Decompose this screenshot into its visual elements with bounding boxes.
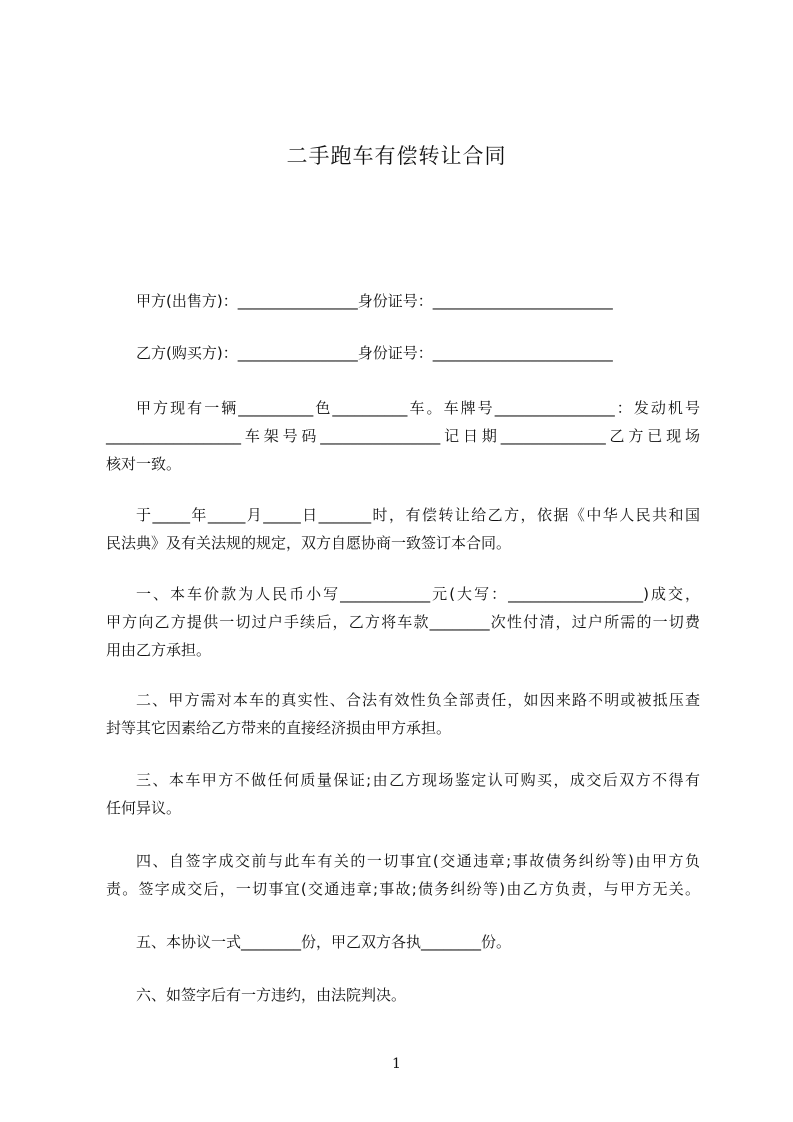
clause-6-line: 六、如签字后有一方违约，由法院判决。 xyxy=(136,986,407,1004)
clause-4-line-1: 四、自签字成交前与此车有关的一切事宜(交通违章;事故债务纠纷等)由甲方负 xyxy=(136,852,700,870)
clause-1-line-3: 用由乙方承担。 xyxy=(106,641,212,659)
clause-5-line: 五、本协议一式________份，甲乙双方各执________份。 xyxy=(136,933,512,951)
clause-3-line-1: 三、本车甲方不做任何质量保证;由乙方现场鉴定认可购买，成交后双方不得有 xyxy=(136,771,700,789)
vehicle-line-2: __________________车架号码________________记日期______________乙方已现场 xyxy=(106,427,700,445)
contract-title: 二手跑车有偿转让合同 xyxy=(286,144,507,168)
clause-1-line-2: 甲方向乙方提供一切过户手续后，乙方将车款________次性付清，过户所需的一切费 xyxy=(106,613,700,631)
party-a-line: 甲方(出售方)：________________身份证号：________________________ xyxy=(136,292,613,310)
page-number: 1 xyxy=(392,1056,401,1072)
vehicle-line-1: 甲方现有一辆__________色__________车。车牌号________________：发动机号 xyxy=(136,399,700,417)
transfer-line-2: 民法典》及有关法规的规定，双方自愿协商一致签订本合同。 xyxy=(106,534,512,552)
party-b-line: 乙方(购买方)：________________身份证号：________________________ xyxy=(136,344,613,362)
clause-2-line-1: 二、甲方需对本车的真实性、合法有效性负全部责任，如因来路不明或被抵压查 xyxy=(136,691,700,709)
vehicle-line-3: 核对一致。 xyxy=(106,455,182,473)
clause-3-line-2: 任何异议。 xyxy=(106,799,182,817)
clause-4-line-2: 责。签字成交后，一切事宜(交通违章;事故;债务纠纷等)由乙方负责，与甲方无关。 xyxy=(106,880,700,898)
clause-1-line-1: 一、本车价款为人民币小写____________元(大写：__________________)成交， xyxy=(136,585,700,603)
transfer-line-1: 于_____年_____月_____日_______时，有偿转让给乙方，依据《中华人民共和国 xyxy=(136,506,700,524)
clause-2-line-2: 封等其它因素给乙方带来的直接经济损由甲方承担。 xyxy=(106,719,452,737)
